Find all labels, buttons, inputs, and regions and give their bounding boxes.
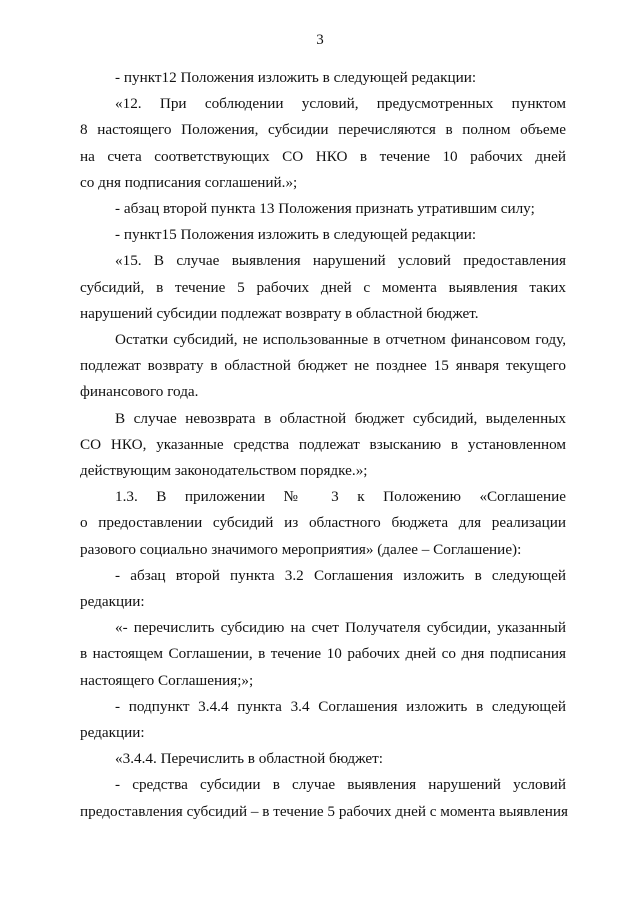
paragraph [80, 694, 566, 746]
text-line: финансового года. [80, 383, 199, 401]
document-body [80, 65, 566, 825]
text-line: нарушений субсидии подлежат возврату в областной бюджет. [80, 304, 479, 322]
text-line: 8 настоящего Положения, субсидии перечисляются в полном объеме [80, 121, 566, 139]
text-line: - подпункт 3.4.4 пункта 3.4 Соглашения изложить в следующей [115, 697, 566, 715]
text-line: СО НКО, указанные средства подлежат взысканию в установленном [80, 435, 566, 453]
text-line: на счета соответствующих СО НКО в течение 10 рабочих дней [80, 147, 566, 165]
text-line: «12. При соблюдении условий, предусмотренных пунктом [115, 95, 566, 113]
text-line: редакции: [80, 724, 145, 742]
text-line: со дня подписания соглашений.»; [80, 173, 298, 191]
paragraph [80, 484, 566, 563]
paragraph [80, 772, 566, 824]
text-line: 1.3. В приложении № 3 к Положению «Соглашение [115, 488, 566, 506]
text-line: - пункт15 Положения изложить в следующей редакции: [115, 226, 477, 244]
text-line: «- перечислить субсидию на счет Получателя субсидии, указанный [115, 619, 566, 637]
paragraph [80, 65, 566, 91]
paragraph [80, 91, 566, 196]
paragraph [80, 746, 566, 772]
text-line: субсидий, в течение 5 рабочих дней с момента выявления таких [80, 278, 566, 296]
text-line: Остатки субсидий, не использованные в отчетном финансовом году, [115, 331, 566, 349]
text-line: - пункт12 Положения изложить в следующей редакции: [115, 69, 477, 86]
text-line: редакции: [80, 593, 145, 611]
text-line: настоящего Соглашения;»; [80, 671, 254, 689]
paragraph [80, 563, 566, 615]
text-line: в настоящем Соглашении, в течение 10 рабочих дней со дня подписания [80, 645, 566, 663]
paragraph [80, 406, 566, 485]
text-line: предоставления субсидий – в течение 5 рабочих дней с момента выявления [80, 802, 568, 820]
paragraph [80, 196, 566, 222]
text-line: действующим законодательством порядке.»; [80, 462, 368, 480]
paragraph [80, 327, 566, 406]
paragraph [80, 248, 566, 327]
text-line: подлежат возврату в областной бюджет не позднее 15 января текущего [80, 357, 566, 375]
paragraph [80, 615, 566, 694]
text-line: - абзац второй пункта 13 Положения признать утратившим силу; [115, 200, 535, 218]
text-line: «3.4.4. Перечислить в областной бюджет: [115, 750, 383, 768]
text-line: разового социально значимого мероприятия» (далее – Соглашение): [80, 540, 522, 558]
text-line: В случае невозврата в областной бюджет субсидий, выделенных [115, 409, 566, 427]
page-number: 3 [316, 32, 324, 48]
paragraph [80, 222, 566, 248]
text-line: «15. В случае выявления нарушений условий предоставления [115, 252, 566, 270]
text-line: - средства субсидии в случае выявления нарушений условий [115, 776, 566, 794]
text-line: - абзац второй пункта 3.2 Соглашения изложить в следующей [115, 566, 566, 584]
text-line: о предоставлении субсидий из областного бюджета для реализации [80, 514, 566, 532]
